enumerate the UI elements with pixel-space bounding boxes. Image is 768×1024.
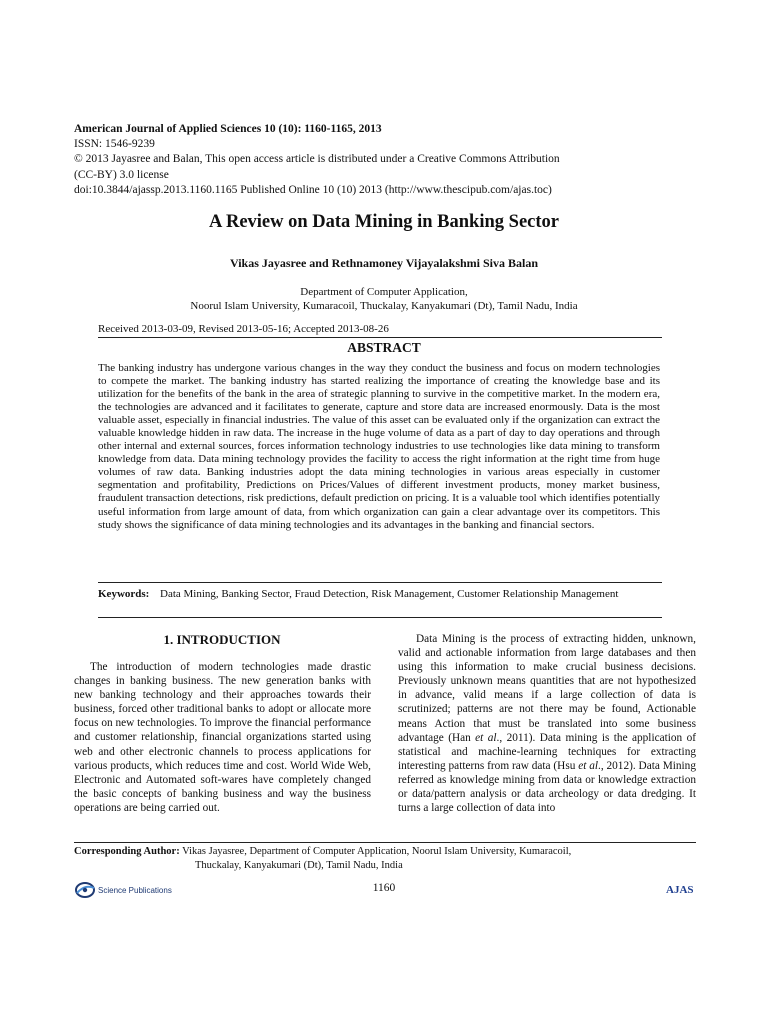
introduction-heading: 1. INTRODUCTION — [163, 632, 281, 647]
journal-abbreviation: AJAS — [666, 884, 694, 896]
keywords-bottom-rule — [98, 617, 662, 618]
citation-et-al-2: et al — [578, 759, 599, 772]
corresponding-author-line-1: Vikas Jayasree, Department of Computer Application, Noorul Islam University, Kumaracoil, — [179, 846, 572, 857]
citation-et-al-1: et al — [475, 731, 497, 744]
corresponding-author-label: Corresponding Author: — [74, 846, 180, 857]
journal-citation: American Journal of Applied Sciences 10 (10): 1160-1165, 2013 — [74, 123, 382, 135]
intro-right-text-2: ., 2011). Data mining is the application of statistical and machine-learning techniques for extracting interesting patterns from raw data (Hsu — [398, 731, 696, 772]
introduction-right-column — [398, 632, 696, 815]
footnote-rule — [74, 842, 696, 843]
copyright-line-1: © 2013 Jayasree and Balan, This open access article is distributed under a Creative Commons Attribution — [74, 153, 560, 166]
received-dates: Received 2013-03-09, Revised 2013-05-16; Accepted 2013-08-26 — [98, 323, 389, 335]
page-number: 1160 — [372, 882, 396, 894]
intro-right-text-1: Data Mining is the process of extracting hidden, unknown, valid and actionable information from large databases and then using this information to make crucial business decisions. Previously unknown means quantities that are not hypothesized in advance, valid means if a large collection of data is scrutinized; patterns are not there may be found, Actionable means Action that must be translated into some business advantage (Han — [398, 633, 696, 744]
journal-header — [74, 122, 674, 198]
abstract-heading: ABSTRACT — [347, 340, 421, 355]
corresponding-author — [74, 845, 674, 872]
keywords-top-rule — [98, 582, 662, 583]
abstract-text: The banking industry has undergone various changes in the way they conduct the business and focus on modern technologies to compete the market. The banking industry has started realizing the importance of creating the knowledge base and its utilization for the benefits of the bank in the area of strategic planning to survive in the competitive market. In the modern era, the technologies are advanced and it facilitates to generate, capture and store data are increased enormously. Data is the most valuable asset, especially in financial industries. The value of this asset can be evaluated only if the organization can extract the valuable knowledge hidden in raw data. The increase in the huge volume of data as a part of day to day operations and through other internal and external sources, forces information technology industries to use technologies like data mining to transform knowledge from data. Data mining technology provides the facility to access the right information at the right time from huge volumes of raw data. Banking industries adopt the data mining technologies in various areas especially in customer segmentation and profitability, Predictions on Prices/Values of different investment products, money market business, fraudulent transaction detections, risk predictions, default prediction on pricing. It is a valuable tool which identifies potentially useful information from large amount of data, from which organization can gain a clear advantage over its competitors. This study shows the significance of data mining technologies and its advantages in the banking and financial sectors. — [98, 362, 660, 531]
introduction-left-column: The introduction of modern technologies made drastic changes in banking business. The new generation banks with new banking technology and their approaches towards their business, forced other traditional banks to adopt or allocate more focus on new technologies. To improve the financial performance and customer relationship, financial organizations started using web and other electronic channels to process applications for various products, which reduces time and cost. World Wide Web, Electronic and Automated soft-wares have completely changed the basic concepts of banking business and way the business operations are being carried out. — [74, 661, 371, 814]
abstract-top-rule — [98, 337, 662, 338]
copyright-line-2: (CC-BY) 3.0 license — [74, 168, 169, 181]
intro-right-text-3: ., 2012). Data Mining referred as knowledge mining from data or knowledge extraction or data/pattern analysis or data archeology or data dredging. It turns a large collection of data into — [398, 759, 696, 815]
keywords-text: Data Mining, Banking Sector, Fraud Detection, Risk Management, Customer Relationship Management — [160, 588, 619, 600]
keywords — [98, 587, 660, 601]
publisher-name: Science Publications — [98, 885, 172, 895]
doi-line: doi:10.3844/ajassp.2013.1160.1165 Published Online 10 (10) 2013 (http://www.thescipub.com/ajas.toc) — [74, 183, 552, 196]
corresponding-author-line-2: Thuckalay, Kanyakumari (Dt), Tamil Nadu, India — [195, 859, 403, 871]
affiliation-line-1: Department of Computer Application, — [300, 286, 468, 298]
paper-title: A Review on Data Mining in Banking Sector — [209, 212, 559, 232]
keywords-label: Keywords: — [98, 588, 150, 600]
author-list: Vikas Jayasree and Rethnamoney Vijayalakshmi Siva Balan — [229, 256, 539, 270]
affiliation — [0, 285, 768, 313]
affiliation-line-2: Noorul Islam University, Kumaracoil, Thuckalay, Kanyakumari (Dt), Tamil Nadu, India — [190, 300, 578, 312]
issn: ISSN: 1546-9239 — [74, 138, 155, 151]
